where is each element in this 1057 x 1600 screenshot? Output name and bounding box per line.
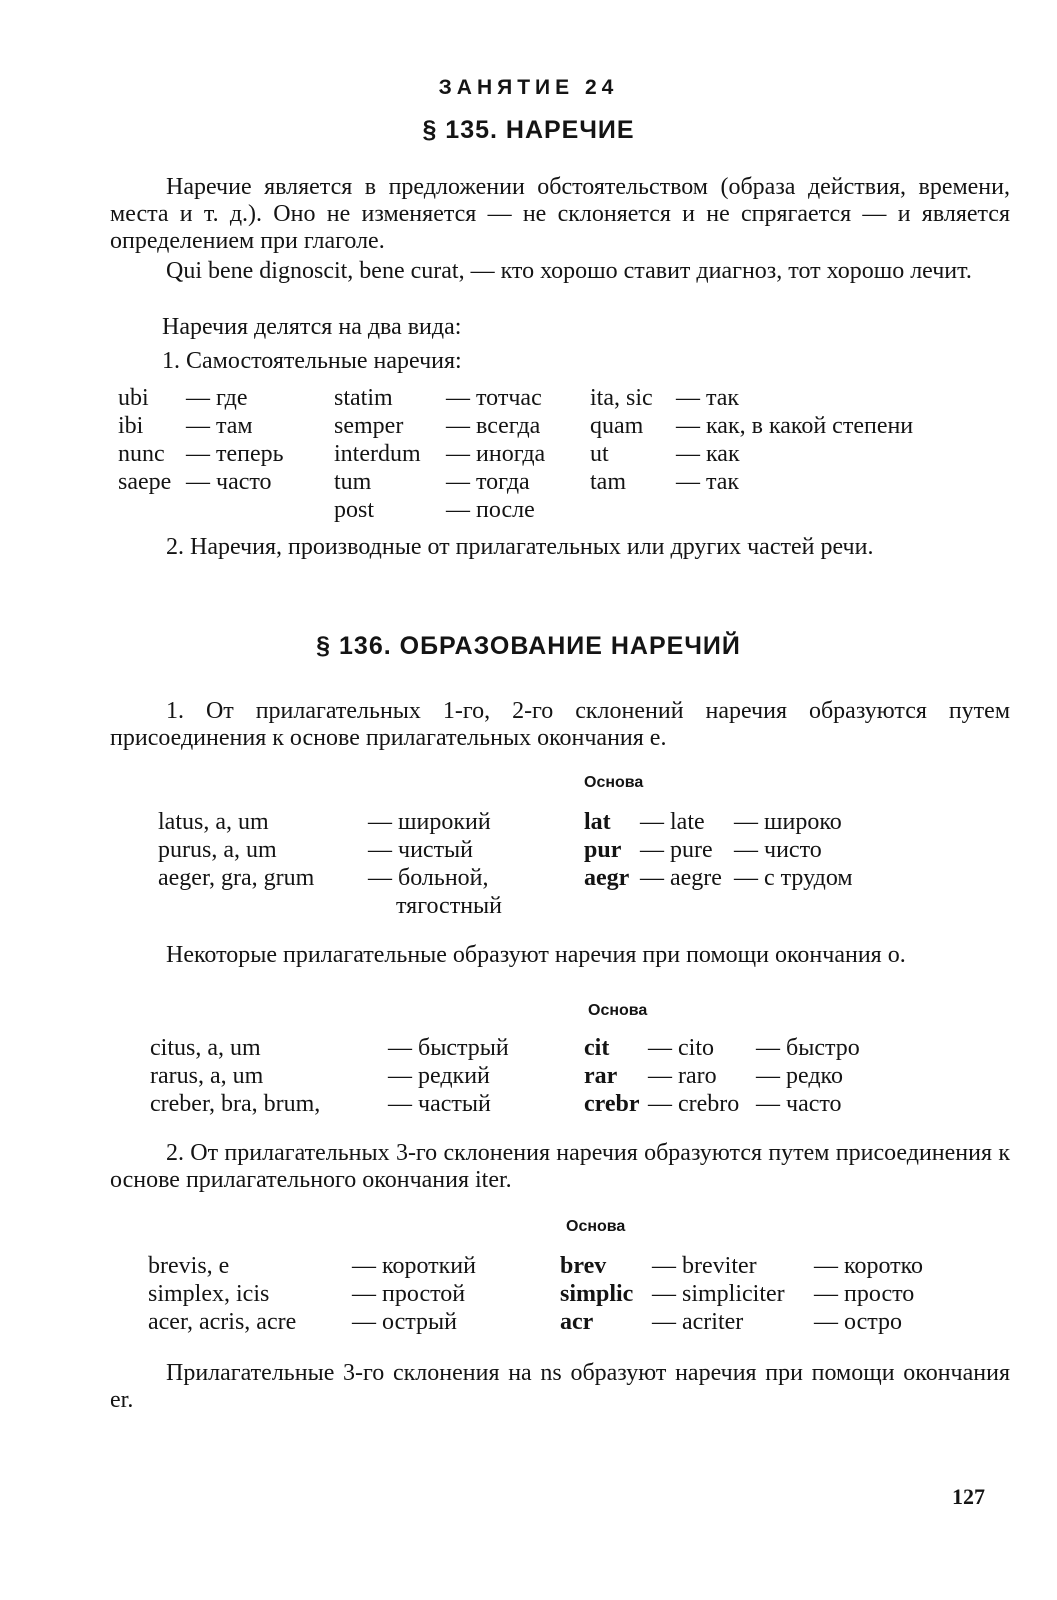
stem: aegr <box>584 865 630 891</box>
adverb-latin: quam <box>590 413 644 439</box>
page-number: 127 <box>952 1484 985 1509</box>
adjective: aeger, gra, grum <box>158 865 315 891</box>
adjective: brevis, e <box>148 1253 230 1279</box>
adverb-meaning: — где <box>186 385 248 411</box>
formation-paragraph-1: 1. От прилагательных 1-го, 2-го склонений наречия образуются путем присоединения к основе прилагательных окончания e. <box>110 698 1010 751</box>
adjective-meaning: — быстрый <box>388 1035 509 1061</box>
adjective: purus, a, um <box>158 837 277 863</box>
type2-paragraph: 2. Наречия, производные от прилагательных или других частей речи. <box>166 534 874 560</box>
adverb-meaning: — чисто <box>734 837 822 863</box>
adverb: — crebro <box>648 1091 740 1117</box>
adjective-meaning-continued: тягостный <box>396 893 503 919</box>
adjective: simplex, icis <box>148 1281 270 1307</box>
kinds-line: Наречия делятся на два вида: <box>162 314 462 340</box>
adjective: creber, bra, brum, <box>150 1091 321 1117</box>
adverb-meaning: — как <box>676 441 740 467</box>
adverb: — pure <box>640 837 713 863</box>
stem: pur <box>584 837 622 863</box>
adverb-meaning: — теперь <box>186 441 284 467</box>
adjective-meaning: — редкий <box>388 1063 490 1089</box>
adverb-latin: interdum <box>334 441 421 467</box>
adverb-latin: post <box>334 497 375 523</box>
stem: simplic <box>560 1281 634 1307</box>
adverb-latin: nunc <box>118 441 165 467</box>
adverb: — raro <box>648 1063 717 1089</box>
adverb: — breviter <box>652 1253 757 1279</box>
adverb: — acriter <box>652 1309 744 1335</box>
adverb-latin: tum <box>334 469 372 495</box>
adverb-latin: semper <box>334 413 404 439</box>
adjective-meaning: — острый <box>352 1309 457 1335</box>
adverb-latin: ibi <box>118 413 144 439</box>
adverb-meaning: — всегда <box>446 413 541 439</box>
stem: brev <box>560 1253 607 1279</box>
adverb: — simpliciter <box>652 1281 785 1307</box>
adjective: latus, a, um <box>158 809 269 835</box>
adverb-meaning: — как, в какой степени <box>676 413 914 439</box>
adverb-meaning: — там <box>186 413 253 439</box>
stem-label: Основа <box>566 1218 626 1235</box>
stem: rar <box>584 1063 618 1089</box>
adjective-meaning: — больной, <box>368 865 489 891</box>
adverb-meaning: — тогда <box>446 469 530 495</box>
adverb-latin: ut <box>590 441 609 467</box>
formation-paragraph-2: Некоторые прилагательные образуют наречия при помощи окончания o. <box>166 942 906 968</box>
adverb-meaning: — с трудом <box>734 865 853 891</box>
section-136-title: § 136. ОБРАЗОВАНИЕ НАРЕЧИЙ <box>316 632 741 660</box>
adverb: — cito <box>648 1035 714 1061</box>
adverb-latin: tam <box>590 469 626 495</box>
stem: crebr <box>584 1091 640 1117</box>
stem-label: Основа <box>588 1002 648 1019</box>
adjective-meaning: — частый <box>388 1091 491 1117</box>
adjective: acer, acris, acre <box>148 1309 297 1335</box>
adverb-latin: saepe <box>118 469 172 495</box>
adverb-latin: statim <box>334 385 393 411</box>
intro-paragraph: Наречие является в предложении обстоятельством (образа действия, времени, места и т. д.). Оно не изменяется — не склоняется и не спрягается — и является определением при глаголе. <box>110 174 1010 254</box>
adverb-meaning: — остро <box>814 1309 903 1335</box>
adjective-meaning: — чистый <box>368 837 474 863</box>
adverb-meaning: — так <box>676 385 740 411</box>
adverb-meaning: — коротко <box>814 1253 924 1279</box>
stem: acr <box>560 1309 594 1335</box>
adverb-meaning: — широко <box>734 809 842 835</box>
adjective-meaning: — короткий <box>352 1253 476 1279</box>
adjective: citus, a, um <box>150 1035 261 1061</box>
adverb-meaning: — так <box>676 469 740 495</box>
adjective-meaning: — простой <box>352 1281 466 1307</box>
adverb-meaning: — после <box>446 497 535 523</box>
adverb-meaning: — тотчас <box>446 385 542 411</box>
stem: cit <box>584 1035 610 1061</box>
adverb-meaning: — часто <box>756 1091 842 1117</box>
example-paragraph: Qui bene dignoscit, bene curat, — кто хорошо ставит диагноз, тот хорошо лечит. <box>166 258 972 284</box>
lesson-title: ЗАНЯТИЕ 24 <box>438 76 619 99</box>
adjective-meaning: — широкий <box>368 809 491 835</box>
adverb-latin: ubi <box>118 385 149 411</box>
type1-line: 1. Самостоятельные наречия: <box>162 348 462 374</box>
section-135-title: § 135. НАРЕЧИЕ <box>422 116 635 144</box>
adverb-latin: ita, sic <box>590 385 653 411</box>
adverb: — aegre <box>640 865 722 891</box>
stem-label: Основа <box>584 774 644 791</box>
formation-paragraph-4: Прилагательные 3-го склонения на ns образуют наречия при помощи окончания er. <box>110 1360 1010 1413</box>
adverb-meaning: — быстро <box>756 1035 860 1061</box>
adverb-meaning: — иногда <box>446 441 546 467</box>
adverb-meaning: — просто <box>814 1281 915 1307</box>
adverb-meaning: — редко <box>756 1063 843 1089</box>
adjective: rarus, a, um <box>150 1063 264 1089</box>
adverb-meaning: — часто <box>186 469 272 495</box>
stem: lat <box>584 809 611 835</box>
formation-paragraph-3: 2. От прилагательных 3-го склонения наречия образуются путем присоединения к основе прилагательного окончания iter. <box>110 1140 1010 1193</box>
adverb: — late <box>640 809 705 835</box>
